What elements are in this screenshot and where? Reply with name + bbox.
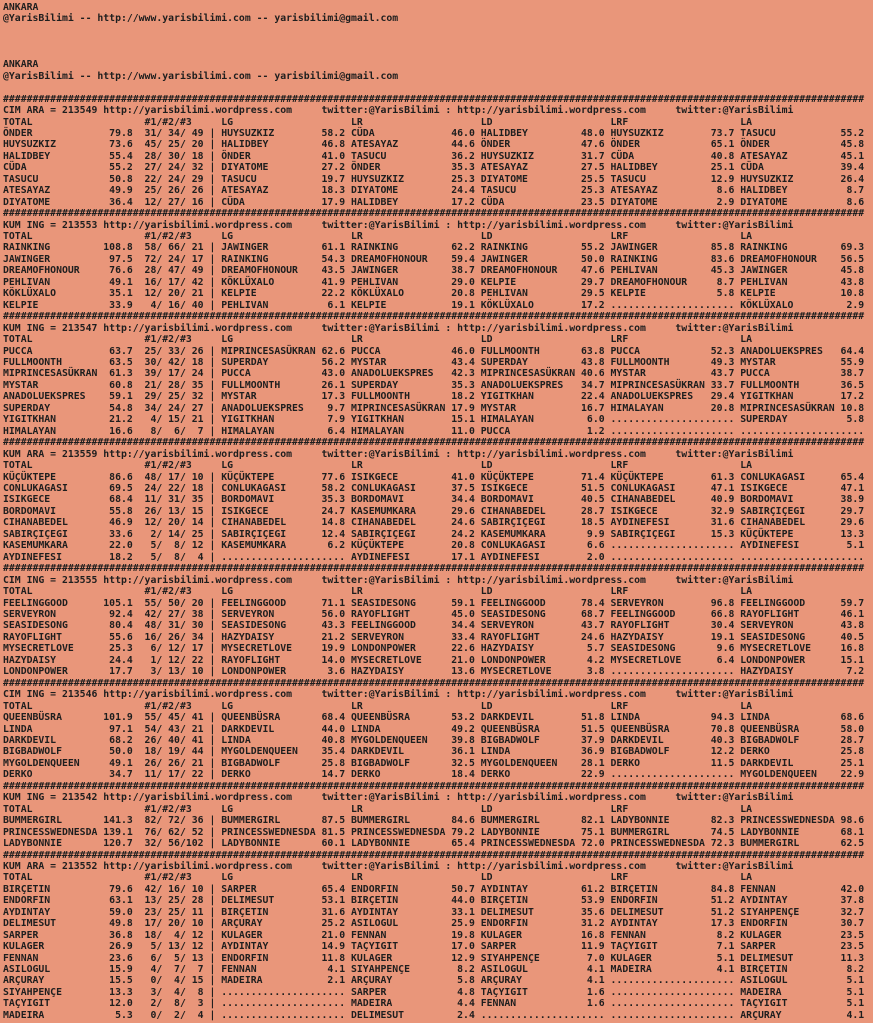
table-row: HUYSUZKIZ 73.6 45/ 25/ 20 | HALIDBEY 46.8 ATESAYAZ 44.6 ÖNDER 47.6 ÖNDER 65.1 ÖNDER 45.8: [3, 139, 865, 151]
table-row: PEHLIVAN 49.1 16/ 17/ 42 | KÖKLÜXALO 41.9 PEHLIVAN 29.0 KELPIE 29.7 DREAMOFHONOUR 8.7 PEHLIVAN 43.8: [3, 276, 865, 288]
column-header-row: TOTAL #1/#2/#3 LG LR LD LRF LA: [3, 586, 753, 598]
table-row: YIGITKHAN 21.2 4/ 15/ 21 | YIGITKHAN 7.9 YIGITKHAN 15.1 HIMALAYAN 6.0 ..................... SUPERDAY 5.8: [3, 414, 865, 426]
location-title-repeat: ANKARA: [3, 59, 39, 71]
column-header-row: TOTAL #1/#2/#3 LG LR LD LRF LA: [3, 334, 753, 346]
table-row: DARKDEVIL 68.2 26/ 40/ 41 | LINDA 40.8 MYGOLDENQUEEN 39.8 BIGBADWOLF 37.9 DARKDEVIL 40.3 BIGBADWOLF 28.7: [3, 734, 865, 746]
table-title: KUM ARA = 213559 http://yarisbilimi.wordpress.com twitter:@YarisBilimi : http://yarisbilimi.wordpress.com twitter:@YarisBilimi: [3, 448, 794, 460]
table-row: RAINKING 108.8 58/ 66/ 21 | JAWINGER 61.1 RAINKING 62.2 RAINKING 55.2 JAWINGER 85.8 RAINKING 69.3: [3, 242, 865, 254]
table-block-kum-ing-213553: [3, 208, 864, 311]
table-row: DERKO 34.7 11/ 17/ 22 | DERKO 14.7 DERKO 18.4 DERKO 22.9 ..................... MYGOLDENQUEEN 22.9: [3, 769, 865, 781]
table-row: KÖKLÜXALO 35.1 12/ 20/ 21 | KELPIE 22.2 KÖKLÜXALO 20.8 PEHLIVAN 29.5 KELPIE 5.8 KELPIE 10.8: [3, 288, 865, 300]
separator-line: ##################################################################################################################################################: [3, 849, 865, 861]
table-row: PUCCA 63.7 25/ 33/ 26 | MIPRINCESASÜKRAN 62.6 PUCCA 46.0 FULLMOONTH 63.8 PUCCA 52.3 ANADOLUEKSPRES 64.4: [3, 345, 865, 357]
table-title: KUM ING = 213553 http://yarisbilimi.wordpress.com twitter:@YarisBilimi : http://yarisbilimi.wordpress.com twitter:@YarisBilimi: [3, 219, 794, 231]
column-header-row: TOTAL #1/#2/#3 LG LR LD LRF LA: [3, 872, 753, 884]
separator-line: ##################################################################################################################################################: [3, 563, 865, 575]
column-header-row: TOTAL #1/#2/#3 LG LR LD LRF LA: [3, 700, 753, 712]
table-row: SABIRÇIÇEGI 33.6 2/ 14/ 25 | SABIRÇIÇEGI 12.4 SABIRÇIÇEGI 24.2 KASEMUMKARA 9.9 SABIRÇIÇEGI 15.3 KÜÇÜKTEPE 13.3: [3, 528, 865, 540]
table-title: KUM ARA = 213552 http://yarisbilimi.wordpress.com twitter:@YarisBilimi : http://yarisbilimi.wordpress.com twitter:@YarisBilimi: [3, 860, 794, 872]
table-row: SARPER 36.8 18/ 4/ 12 | KULAGER 21.0 FENNAN 19.8 KULAGER 16.8 FENNAN 8.2 KULAGER 23.5: [3, 929, 865, 941]
column-header-row: TOTAL #1/#2/#3 LG LR LD LRF LA: [3, 231, 753, 243]
table-row: LINDA 97.1 54/ 43/ 21 | DARKDEVIL 44.0 LINDA 49.2 QUEENBÜSRA 51.5 QUEENBÜSRA 70.8 QUEENBÜSRA 58.0: [3, 723, 865, 735]
column-header-row: TOTAL #1/#2/#3 LG LR LD LRF LA: [3, 460, 753, 472]
table-row: ARÇURAY 15.5 0/ 4/ 15 | MADEIRA 2.1 ARÇURAY 5.8 ARÇURAY 4.1 ..................... ASILOGUL 5.1: [3, 975, 865, 987]
table-row: QUEENBÜSRA 101.9 55/ 45/ 41 | QUEENBÜSRA 68.4 QUEENBÜSRA 53.2 DARKDEVIL 51.8 LINDA 94.3 LINDA 68.6: [3, 712, 865, 724]
table-block-kum-ara-213559: [3, 437, 864, 563]
table-block-cim-ing-213546: [3, 678, 864, 781]
table-row: SUPERDAY 54.8 34/ 24/ 27 | ANADOLUEKSPRES 9.7 MIPRINCESASÜKRAN 17.9 MYSTAR 16.7 HIMALAYAN 20.8 MIPRINCESASÜKRAN 10.8: [3, 402, 865, 414]
table-row: DREAMOFHONOUR 76.6 28/ 47/ 49 | DREAMOFHONOUR 43.5 JAWINGER 38.7 DREAMOFHONOUR 47.6 PEHLIVAN 45.3 JAWINGER 45.8: [3, 265, 865, 277]
table-row: BORDOMAVI 55.8 26/ 13/ 15 | ISIKGECE 24.7 KASEMUMKARA 29.6 CIHANABEDEL 28.7 ISIKGECE 32.9 SABIRÇIÇEGI 29.7: [3, 505, 865, 517]
table-row: FULLMOONTH 63.5 30/ 42/ 18 | SUPERDAY 56.2 MYSTAR 43.4 SUPERDAY 43.8 FULLMOONTH 49.3 MYSTAR 55.9: [3, 357, 865, 369]
table-row: MYSECRETLOVE 25.3 6/ 12/ 17 | MYSECRETLOVE 19.9 LONDONPOWER 22.6 HAZYDAISY 5.7 SEASIDESONG 9.6 MYSECRETLOVE 16.8: [3, 643, 865, 655]
table-block-cim-ara-213549: [3, 94, 864, 208]
table-row: CIHANABEDEL 46.9 12/ 20/ 14 | CIHANABEDEL 14.8 CIHANABEDEL 24.6 SABIRÇIÇEGI 18.5 AYDINEFESI 31.6 CIHANABEDEL 29.6: [3, 517, 865, 529]
table-row: AYDINEFESI 18.2 5/ 8/ 4 | ..................... AYDINEFESI 17.1 AYDINEFESI 2.0 ..................... .....................: [3, 551, 865, 563]
table-row: DELIMESUT 49.8 17/ 20/ 10 | ARÇURAY 25.2 ASILOGUL 25.9 ENDORFIN 31.2 AYDINTAY 17.3 ENDORFIN 30.7: [3, 918, 865, 930]
contact-byline: @YarisBilimi -- http://www.yarisbilimi.com -- yarisbilimi@gmail.com: [3, 13, 399, 25]
table-title: CIM ARA = 213549 http://yarisbilimi.wordpress.com twitter:@YarisBilimi : http://yarisbilimi.wordpress.com twitter:@YarisBilimi: [3, 105, 794, 117]
contact-byline-repeat: @YarisBilimi -- http://www.yarisbilimi.com -- yarisbilimi@gmail.com: [3, 70, 399, 82]
separator-line: ##################################################################################################################################################: [3, 208, 865, 220]
table-row: MIPRINCESASÜKRAN 61.3 39/ 17/ 24 | PUCCA 43.0 ANADOLUEKSPRES 42.3 MIPRINCESASÜKRAN 40.6 MYSTAR 43.7 PUCCA 38.7: [3, 368, 865, 380]
stats-tables: [3, 94, 873, 1022]
table-row: HAZYDAISY 24.4 1/ 12/ 22 | RAYOFLIGHT 14.0 MYSECRETLOVE 21.0 LONDONPOWER 4.2 MYSECRETLOVE 6.4 LONDONPOWER 15.1: [3, 654, 865, 666]
table-row: AYDINTAY 59.0 23/ 25/ 11 | BIRÇETIN 31.6 AYDINTAY 33.1 DELIMESUT 35.6 DELIMESUT 51.2 SIYAHPENÇE 32.7: [3, 906, 865, 918]
table-row: FEELINGGOOD 105.1 55/ 50/ 20 | FEELINGGOOD 71.1 SEASIDESONG 59.1 FEELINGGOOD 78.4 SERVEYRON 96.8 FEELINGGOOD 59.7: [3, 597, 865, 609]
table-row: BIRÇETIN 79.6 42/ 16/ 10 | SARPER 65.4 ENDORFIN 50.7 AYDINTAY 61.2 BIRÇETIN 84.8 FENNAN 42.0: [3, 883, 865, 895]
table-row: HALIDBEY 55.4 28/ 30/ 18 | ÖNDER 41.0 TASUCU 36.2 HUYSUZKIZ 31.7 CÜDA 40.8 ATESAYAZ 45.1: [3, 150, 865, 162]
table-title: CIM ING = 213555 http://yarisbilimi.wordpress.com twitter:@YarisBilimi : http://yarisbilimi.wordpress.com twitter:@YarisBilimi: [3, 574, 794, 586]
table-row: ASILOGUL 15.9 4/ 7/ 7 | FENNAN 4.1 SIYAHPENÇE 8.2 ASILOGUL 4.1 MADEIRA 4.1 BIRÇETIN 8.2: [3, 964, 865, 976]
column-header-row: TOTAL #1/#2/#3 LG LR LD LRF LA: [3, 116, 753, 128]
table-row: RAYOFLIGHT 55.6 16/ 26/ 34 | HAZYDAISY 21.2 SERVEYRON 33.4 RAYOFLIGHT 24.6 HAZYDAISY 19.1 SEASIDESONG 40.5: [3, 631, 865, 643]
table-row: MYSTAR 60.8 21/ 28/ 35 | FULLMOONTH 26.1 SUPERDAY 35.3 ANADOLUEKSPRES 34.7 MIPRINCESASÜKRAN 33.7 FULLMOONTH 36.5: [3, 379, 865, 391]
table-row: ATESAYAZ 49.9 25/ 26/ 26 | ATESAYAZ 18.3 DIYATOME 24.4 TASUCU 25.3 ATESAYAZ 8.6 HALIDBEY 8.7: [3, 185, 865, 197]
table-row: KÜÇÜKTEPE 86.6 48/ 17/ 10 | KÜÇÜKTEPE 77.6 ISIKGECE 41.0 KÜÇÜKTEPE 71.4 KÜÇÜKTEPE 61.3 CONLUKAGASI 65.4: [3, 471, 865, 483]
table-row: LADYBONNIE 120.7 32/ 56/102 | LADYBONNIE 60.1 LADYBONNIE 65.4 PRINCESSWEDNESDA 72.0 PRINCESSWEDNESDA 72.3 BUMMERGIRL 62.5: [3, 838, 865, 850]
separator-line: ##################################################################################################################################################: [3, 93, 865, 105]
table-row: ÖNDER 79.8 31/ 34/ 49 | HUYSUZKIZ 58.2 CÜDA 46.0 HALIDBEY 48.0 HUYSUZKIZ 73.7 TASUCU 55.2: [3, 127, 865, 139]
table-row: ENDORFIN 63.1 13/ 25/ 28 | DELIMESUT 53.1 BIRÇETIN 44.0 BIRÇETIN 53.9 ENDORFIN 51.2 AYDINTAY 37.8: [3, 895, 865, 907]
table-title: CIM ING = 213546 http://yarisbilimi.wordpress.com twitter:@YarisBilimi : http://yarisbilimi.wordpress.com twitter:@YarisBilimi: [3, 689, 794, 701]
table-row: KULAGER 26.9 5/ 13/ 12 | AYDINTAY 14.9 TAÇYIGIT 17.0 SARPER 11.9 TAÇYIGIT 7.1 SARPER 23.5: [3, 941, 865, 953]
table-row: HIMALAYAN 16.6 8/ 6/ 7 | HIMALAYAN 6.4 HIMALAYAN 11.0 PUCCA 1.2 ..................... .....................: [3, 425, 865, 437]
separator-line: ##################################################################################################################################################: [3, 437, 865, 449]
table-row: BIGBADWOLF 50.0 18/ 19/ 44 | MYGOLDENQUEEN 35.4 DARKDEVIL 36.1 LINDA 36.9 BIGBADWOLF 12.2 DERKO 25.8: [3, 746, 865, 758]
column-header-row: TOTAL #1/#2/#3 LG LR LD LRF LA: [3, 803, 753, 815]
table-row: SERVEYRON 92.4 42/ 27/ 38 | SERVEYRON 56.0 RAYOFLIGHT 45.0 SEASIDESONG 68.7 FEELINGGOOD 66.8 RAYOFLIGHT 46.1: [3, 608, 865, 620]
table-title: KUM ING = 213542 http://yarisbilimi.wordpress.com twitter:@YarisBilimi : http://yarisbilimi.wordpress.com twitter:@YarisBilimi: [3, 792, 794, 804]
table-row: PRINCESSWEDNESDA 139.1 76/ 62/ 52 | PRINCESSWEDNESDA 81.5 PRINCESSWEDNESDA 79.2 LADYBONNIE 75.1 BUMMERGIRL 74.5 LADYBONNIE 68.1: [3, 826, 865, 838]
table-row: SIYAHPENÇE 13.3 3/ 4/ 8 | ..................... SARPER 4.8 TAÇYIGIT 1.6 ..................... MADEIRA 5.1: [3, 986, 865, 998]
table-row: DIYATOME 36.4 12/ 27/ 16 | CÜDA 17.9 HALIDBEY 17.2 CÜDA 23.5 DIYATOME 2.9 DIYATOME 8.6: [3, 196, 865, 208]
table-row: FENNAN 23.6 6/ 5/ 13 | ENDORFIN 11.8 KULAGER 12.9 SIYAHPENÇE 7.0 KULAGER 5.1 DELIMESUT 11.3: [3, 952, 865, 964]
table-row: JAWINGER 97.5 72/ 24/ 17 | RAINKING 54.3 DREAMOFHONOUR 59.4 JAWINGER 50.0 RAINKING 83.6 DREAMOFHONOUR 56.5: [3, 253, 865, 265]
table-row: LONDONPOWER 17.7 3/ 13/ 10 | LONDONPOWER 3.6 HAZYDAISY 13.6 MYSECRETLOVE 3.8 ..................... HAZYDAISY 7.2: [3, 666, 865, 678]
table-row: ANADOLUEKSPRES 59.1 29/ 25/ 32 | MYSTAR 17.3 FULLMOONTH 18.2 YIGITKHAN 22.4 ANADOLUEKSPRES 29.4 YIGITKHAN 17.2: [3, 391, 865, 403]
location-title: ANKARA: [3, 2, 39, 13]
table-row: MADEIRA 5.3 0/ 2/ 4 | ..................... DELIMESUT 2.4 ..................... ..................... ARÇURAY 4.1: [3, 1009, 865, 1021]
table-block-cim-ing-213555: [3, 563, 864, 677]
table-row: TASUCU 50.8 22/ 24/ 29 | TASUCU 19.7 HUYSUZKIZ 25.3 DIYATOME 25.5 TASUCU 12.9 HUYSUZKIZ 26.4: [3, 173, 865, 185]
table-row: CÜDA 55.2 27/ 24/ 32 | DIYATOME 27.2 ÖNDER 35.3 ATESAYAZ 27.5 HALIDBEY 25.1 CÜDA 39.4: [3, 162, 865, 174]
table-block-kum-ara-213552: [3, 850, 864, 1021]
report-header: [3, 2, 873, 94]
table-row: ISIKGECE 68.4 11/ 31/ 35 | BORDOMAVI 35.3 BORDOMAVI 34.4 BORDOMAVI 40.5 CIHANABEDEL 40.9 BORDOMAVI 38.9: [3, 494, 865, 506]
separator-line: ##################################################################################################################################################: [3, 677, 865, 689]
table-row: SEASIDESONG 80.4 48/ 31/ 30 | SEASIDESONG 43.3 FEELINGGOOD 34.4 SERVEYRON 43.7 RAYOFLIGHT 30.4 SERVEYRON 43.8: [3, 620, 865, 632]
table-row: KASEMUMKARA 22.0 5/ 8/ 12 | KASEMUMKARA 6.2 KÜÇÜKTEPE 20.8 CONLUKAGASI 6.6 ..................... AYDINEFESI 5.1: [3, 540, 865, 552]
table-row: MYGOLDENQUEEN 49.1 26/ 26/ 21 | BIGBADWOLF 25.8 BIGBADWOLF 32.5 MYGOLDENQUEEN 28.1 DERKO 11.5 DARKDEVIL 25.1: [3, 757, 865, 769]
table-block-kum-ing-213542: [3, 781, 864, 849]
separator-line: ##################################################################################################################################################: [3, 780, 865, 792]
separator-line: ##################################################################################################################################################: [3, 311, 865, 323]
table-row: TAÇYIGIT 12.0 2/ 8/ 3 | ..................... MADEIRA 4.4 FENNAN 1.6 ..................... TAÇYIGIT 5.1: [3, 998, 865, 1010]
table-row: CONLUKAGASI 69.5 24/ 22/ 18 | CONLUKAGASI 58.2 CONLUKAGASI 37.5 ISIKGECE 51.5 CONLUKAGASI 47.1 ISIKGECE 47.1: [3, 483, 865, 494]
table-row: KELPIE 33.9 4/ 16/ 40 | PEHLIVAN 6.1 KELPIE 19.1 KÖKLÜXALO 17.2 ..................... KÖKLÜXALO 2.9: [3, 299, 865, 311]
table-title: KUM ING = 213547 http://yarisbilimi.wordpress.com twitter:@YarisBilimi : http://yarisbilimi.wordpress.com twitter:@YarisBilimi: [3, 322, 794, 334]
table-block-kum-ing-213547: [3, 311, 864, 437]
table-row: BUMMERGIRL 141.3 82/ 72/ 36 | BUMMERGIRL 87.5 BUMMERGIRL 84.6 BUMMERGIRL 82.1 LADYBONNIE 82.3 PRINCESSWEDNESDA 98.6: [3, 815, 865, 827]
